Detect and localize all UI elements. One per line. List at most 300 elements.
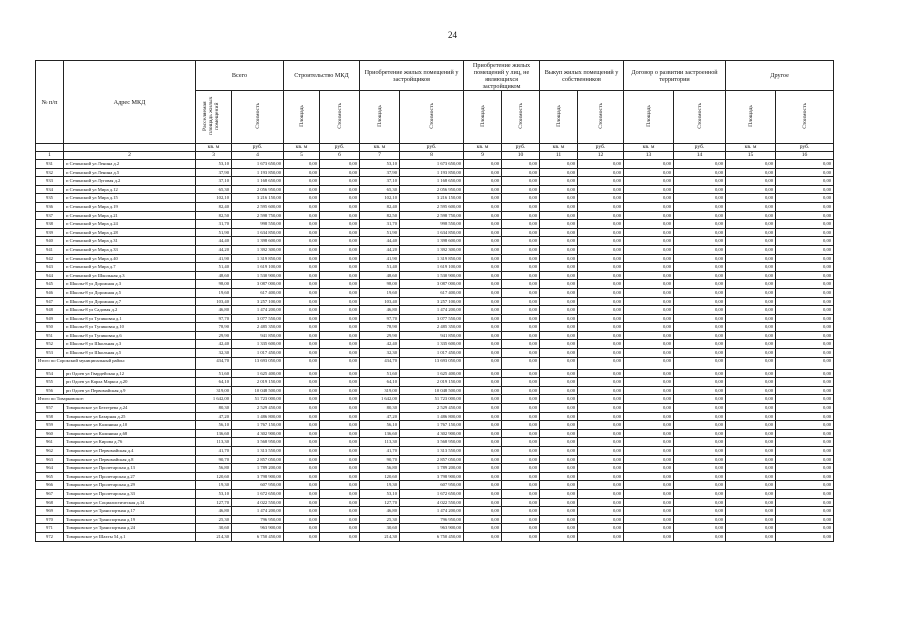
- construction-cost-cell: 0,00: [320, 455, 360, 464]
- developer-cost-cell: 3 257 100,00: [400, 297, 464, 306]
- zero-value-cell: 0,00: [540, 438, 578, 447]
- total-cost-cell: 3 216 150,00: [232, 194, 284, 203]
- construction-cost-cell: 0,00: [320, 507, 360, 516]
- total-cost-cell: 1 392 300,00: [232, 245, 284, 254]
- table-row: [36, 237, 834, 246]
- developer-area-cell: 30,60: [360, 524, 400, 533]
- total-area-cell: 1 642,00: [196, 395, 232, 404]
- construction-area-cell: 0,00: [284, 386, 320, 395]
- developer-cost-cell: 1 398 600,00: [400, 237, 464, 246]
- zero-value-cell: 0,00: [624, 228, 674, 237]
- zero-value-cell: 0,00: [624, 404, 674, 413]
- zero-value-cell: 0,00: [776, 220, 834, 229]
- address-cell: п Сечинский ул Мира д.21: [64, 211, 196, 220]
- zero-value-cell: 0,00: [464, 288, 502, 297]
- column-index: 16: [776, 152, 834, 160]
- total-cost-cell: 3 798 900,00: [232, 472, 284, 481]
- zero-value-cell: 0,00: [464, 412, 502, 421]
- table-row: [36, 524, 834, 533]
- zero-value-cell: 0,00: [674, 349, 726, 358]
- construction-cost-cell: 0,00: [320, 202, 360, 211]
- zero-value-cell: 0,00: [502, 211, 540, 220]
- construction-area-cell: 0,00: [284, 314, 320, 323]
- row-number: 945: [36, 280, 64, 289]
- total-cost-cell: 2 056 950,00: [232, 185, 284, 194]
- zero-value-cell: 0,00: [578, 263, 624, 272]
- address-cell: п Школы-8 ул Школьная д.5: [64, 349, 196, 358]
- zero-value-cell: 0,00: [674, 532, 726, 541]
- table-row: [36, 211, 834, 220]
- developer-area-cell: 65,30: [360, 185, 400, 194]
- subheader-label: Стоимость: [517, 103, 524, 129]
- zero-value-cell: 0,00: [502, 412, 540, 421]
- unit-label: руб.: [232, 144, 284, 152]
- construction-area-cell: 0,00: [284, 395, 320, 404]
- developer-area-cell: 113,30: [360, 438, 400, 447]
- zero-value-cell: 0,00: [624, 489, 674, 498]
- address-cell: Товарковское ул Пролетарская д.27: [64, 472, 196, 481]
- zero-value-cell: 0,00: [502, 481, 540, 490]
- construction-area-cell: 0,00: [284, 297, 320, 306]
- header-address: Адрес МКД: [64, 61, 196, 144]
- zero-value-cell: 0,00: [776, 323, 834, 332]
- subheader-label: Стоимость: [801, 103, 808, 129]
- zero-value-cell: 0,00: [502, 515, 540, 524]
- developer-area-cell: 82,50: [360, 211, 400, 220]
- zero-value-cell: 0,00: [464, 297, 502, 306]
- total-cost-cell: 13 693 050,00: [232, 357, 284, 369]
- total-area-cell: 78,90: [196, 323, 232, 332]
- zero-value-cell: 0,00: [726, 288, 776, 297]
- zero-value-cell: 0,00: [464, 237, 502, 246]
- zero-value-cell: 0,00: [624, 185, 674, 194]
- table-row: [36, 515, 834, 524]
- zero-value-cell: 0,00: [578, 489, 624, 498]
- zero-value-cell: 0,00: [464, 395, 502, 404]
- total-cost-cell: 796 950,00: [232, 515, 284, 524]
- developer-area-cell: 37,10: [360, 177, 400, 186]
- zero-value-cell: 0,00: [624, 160, 674, 169]
- row-number: 969: [36, 507, 64, 516]
- row-number: 951: [36, 331, 64, 340]
- developer-cost-cell: 1 392 300,00: [400, 245, 464, 254]
- total-cost-cell: 10 048 500,00: [232, 386, 284, 395]
- column-index: 4: [232, 152, 284, 160]
- unit-label: руб.: [502, 144, 540, 152]
- zero-value-cell: 0,00: [578, 429, 624, 438]
- zero-value-cell: 0,00: [578, 404, 624, 413]
- zero-value-cell: 0,00: [578, 532, 624, 541]
- developer-cost-cell: 2 529 450,00: [400, 404, 464, 413]
- zero-value-cell: 0,00: [624, 340, 674, 349]
- zero-value-cell: 0,00: [624, 297, 674, 306]
- zero-value-cell: 0,00: [540, 340, 578, 349]
- construction-cost-cell: 0,00: [320, 237, 360, 246]
- total-area-cell: 47,20: [196, 412, 232, 421]
- row-number: 971: [36, 524, 64, 533]
- total-area-cell: 19,30: [196, 481, 232, 490]
- developer-area-cell: 19,60: [360, 288, 400, 297]
- zero-value-cell: 0,00: [776, 331, 834, 340]
- construction-area-cell: 0,00: [284, 369, 320, 378]
- address-cell: п Сечинский ул Мира д.15: [64, 194, 196, 203]
- address-cell: п Сечинский ул Луговая д.2: [64, 177, 196, 186]
- row-number: 941: [36, 245, 64, 254]
- page-number: 24: [448, 30, 457, 40]
- zero-value-cell: 0,00: [726, 185, 776, 194]
- zero-value-cell: 0,00: [776, 202, 834, 211]
- zero-value-cell: 0,00: [464, 314, 502, 323]
- row-number: 972: [36, 532, 64, 541]
- developer-area-cell: 78,90: [360, 323, 400, 332]
- zero-value-cell: 0,00: [502, 369, 540, 378]
- construction-cost-cell: 0,00: [320, 271, 360, 280]
- construction-area-cell: 0,00: [284, 412, 320, 421]
- address-cell: п Школы-8 ул Тупиковая д.1: [64, 314, 196, 323]
- construction-cost-cell: 0,00: [320, 168, 360, 177]
- zero-value-cell: 0,00: [726, 524, 776, 533]
- developer-cost-cell: 3 216 150,00: [400, 194, 464, 203]
- zero-value-cell: 0,00: [540, 386, 578, 395]
- zero-value-cell: 0,00: [674, 489, 726, 498]
- total-area-cell: 80,30: [196, 404, 232, 413]
- zero-value-cell: 0,00: [578, 349, 624, 358]
- zero-value-cell: 0,00: [540, 306, 578, 315]
- developer-area-cell: 64,10: [360, 378, 400, 387]
- table-row: [36, 168, 834, 177]
- table-row: [36, 349, 834, 358]
- zero-value-cell: 0,00: [624, 472, 674, 481]
- zero-value-cell: 0,00: [776, 507, 834, 516]
- zero-value-cell: 0,00: [776, 421, 834, 430]
- row-number: 964: [36, 464, 64, 473]
- zero-value-cell: 0,00: [540, 481, 578, 490]
- construction-area-cell: 0,00: [284, 177, 320, 186]
- zero-value-cell: 0,00: [578, 438, 624, 447]
- developer-cost-cell: 2 857 050,00: [400, 455, 464, 464]
- construction-area-cell: 0,00: [284, 532, 320, 541]
- zero-value-cell: 0,00: [726, 314, 776, 323]
- total-cost-cell: 1 193 850,00: [232, 168, 284, 177]
- construction-cost-cell: 0,00: [320, 245, 360, 254]
- zero-value-cell: 0,00: [674, 194, 726, 203]
- zero-value-cell: 0,00: [540, 395, 578, 404]
- total-cost-cell: 1 313 550,00: [232, 447, 284, 456]
- zero-value-cell: 0,00: [624, 357, 674, 369]
- zero-value-cell: 0,00: [776, 472, 834, 481]
- total-area-cell: 19,60: [196, 288, 232, 297]
- zero-value-cell: 0,00: [578, 228, 624, 237]
- developer-area-cell: 97,70: [360, 314, 400, 323]
- developer-cost-cell: 1 619 100,00: [400, 263, 464, 272]
- developer-cost-cell: 1 767 150,00: [400, 421, 464, 430]
- developer-area-cell: 44,20: [360, 245, 400, 254]
- zero-value-cell: 0,00: [502, 271, 540, 280]
- zero-value-cell: 0,00: [776, 340, 834, 349]
- developer-area-cell: 46,80: [360, 507, 400, 516]
- table-row: [36, 297, 834, 306]
- subheader-cost-8: [502, 91, 540, 144]
- developer-area-cell: 31,70: [360, 220, 400, 229]
- developer-cost-cell: 1 313 550,00: [400, 447, 464, 456]
- row-number: 933: [36, 177, 64, 186]
- zero-value-cell: 0,00: [464, 481, 502, 490]
- total-cost-cell: 1 767 150,00: [232, 421, 284, 430]
- zero-value-cell: 0,00: [726, 507, 776, 516]
- row-number: 946: [36, 288, 64, 297]
- total-cost-cell: 2 485 350,00: [232, 323, 284, 332]
- total-area-cell: 41,90: [196, 254, 232, 263]
- zero-value-cell: 0,00: [464, 177, 502, 186]
- developer-cost-cell: 1 168 650,00: [400, 177, 464, 186]
- address-cell: п Школы-8 ул Дорожная д.7: [64, 297, 196, 306]
- subheader-label: Стоимость: [696, 103, 703, 129]
- column-index: 7: [360, 152, 400, 160]
- total-area-cell: 46,80: [196, 507, 232, 516]
- construction-cost-cell: 0,00: [320, 297, 360, 306]
- total-area-cell: 51,60: [196, 369, 232, 378]
- zero-value-cell: 0,00: [578, 177, 624, 186]
- zero-value-cell: 0,00: [464, 438, 502, 447]
- total-cost-cell: 4 022 550,00: [232, 498, 284, 507]
- construction-area-cell: 0,00: [284, 306, 320, 315]
- total-cost-cell: 1 335 600,00: [232, 340, 284, 349]
- zero-value-cell: 0,00: [540, 314, 578, 323]
- zero-value-cell: 0,00: [624, 395, 674, 404]
- address-cell: Товарковское ул Калинина д.68: [64, 429, 196, 438]
- zero-value-cell: 0,00: [464, 202, 502, 211]
- total-area-cell: 31,70: [196, 220, 232, 229]
- zero-value-cell: 0,00: [776, 306, 834, 315]
- total-cost-cell: 1 017 450,00: [232, 349, 284, 358]
- zero-value-cell: 0,00: [726, 245, 776, 254]
- zero-value-cell: 0,00: [502, 263, 540, 272]
- unit-label: руб.: [578, 144, 624, 152]
- zero-value-cell: 0,00: [578, 421, 624, 430]
- zero-value-cell: 0,00: [624, 202, 674, 211]
- zero-value-cell: 0,00: [502, 447, 540, 456]
- developer-cost-cell: 10 048 500,00: [400, 386, 464, 395]
- zero-value-cell: 0,00: [674, 185, 726, 194]
- total-area-cell: 56,10: [196, 421, 232, 430]
- construction-area-cell: 0,00: [284, 481, 320, 490]
- zero-value-cell: 0,00: [578, 211, 624, 220]
- zero-value-cell: 0,00: [624, 314, 674, 323]
- construction-area-cell: 0,00: [284, 429, 320, 438]
- total-area-cell: 53,10: [196, 489, 232, 498]
- developer-area-cell: 48,60: [360, 271, 400, 280]
- subheader-cost-10: [578, 91, 624, 144]
- zero-value-cell: 0,00: [540, 202, 578, 211]
- zero-value-cell: 0,00: [502, 472, 540, 481]
- construction-cost-cell: 0,00: [320, 228, 360, 237]
- row-number: 953: [36, 349, 64, 358]
- zero-value-cell: 0,00: [502, 237, 540, 246]
- table-row: [36, 245, 834, 254]
- subheader-area-5: [360, 91, 400, 144]
- zero-value-cell: 0,00: [540, 489, 578, 498]
- zero-value-cell: 0,00: [776, 532, 834, 541]
- zero-value-cell: 0,00: [776, 245, 834, 254]
- total-cost-cell: 1 789 200,00: [232, 464, 284, 473]
- zero-value-cell: 0,00: [540, 254, 578, 263]
- address-cell: п Школы-8 ул Садовая д.2: [64, 306, 196, 315]
- zero-value-cell: 0,00: [674, 340, 726, 349]
- construction-area-cell: 0,00: [284, 271, 320, 280]
- zero-value-cell: 0,00: [726, 438, 776, 447]
- zero-value-cell: 0,00: [776, 515, 834, 524]
- zero-value-cell: 0,00: [578, 271, 624, 280]
- zero-value-cell: 0,00: [726, 404, 776, 413]
- table-row: [36, 185, 834, 194]
- zero-value-cell: 0,00: [624, 211, 674, 220]
- zero-value-cell: 0,00: [776, 357, 834, 369]
- zero-value-cell: 0,00: [776, 185, 834, 194]
- zero-value-cell: 0,00: [464, 472, 502, 481]
- table-row: [36, 220, 834, 229]
- row-number: 955: [36, 378, 64, 387]
- total-area-cell: 90,70: [196, 455, 232, 464]
- row-number: 970: [36, 515, 64, 524]
- subheader-label: Площадь: [479, 105, 486, 127]
- zero-value-cell: 0,00: [464, 369, 502, 378]
- zero-value-cell: 0,00: [578, 369, 624, 378]
- zero-value-cell: 0,00: [540, 472, 578, 481]
- construction-cost-cell: 0,00: [320, 314, 360, 323]
- zero-value-cell: 0,00: [540, 263, 578, 272]
- construction-cost-cell: 0,00: [320, 177, 360, 186]
- zero-value-cell: 0,00: [540, 532, 578, 541]
- row-number: 962: [36, 447, 64, 456]
- zero-value-cell: 0,00: [624, 412, 674, 421]
- table-row: [36, 412, 834, 421]
- total-area-cell: 56,80: [196, 464, 232, 473]
- zero-value-cell: 0,00: [578, 498, 624, 507]
- developer-cost-cell: 2 598 750,00: [400, 211, 464, 220]
- zero-value-cell: 0,00: [578, 455, 624, 464]
- zero-value-cell: 0,00: [502, 438, 540, 447]
- table-row: [36, 481, 834, 490]
- zero-value-cell: 0,00: [726, 220, 776, 229]
- zero-value-cell: 0,00: [726, 271, 776, 280]
- construction-area-cell: 0,00: [284, 421, 320, 430]
- zero-value-cell: 0,00: [726, 323, 776, 332]
- total-area-cell: 136,60: [196, 429, 232, 438]
- zero-value-cell: 0,00: [674, 455, 726, 464]
- zero-value-cell: 0,00: [540, 177, 578, 186]
- construction-cost-cell: 0,00: [320, 331, 360, 340]
- subheader-label: Стоимость: [597, 103, 604, 129]
- zero-value-cell: 0,00: [776, 524, 834, 533]
- table-row: [36, 228, 834, 237]
- zero-value-cell: 0,00: [674, 412, 726, 421]
- zero-value-cell: 0,00: [502, 202, 540, 211]
- total-cost-cell: 1 634 850,00: [232, 228, 284, 237]
- total-area-cell: 103,40: [196, 297, 232, 306]
- developer-area-cell: 102,10: [360, 194, 400, 203]
- zero-value-cell: 0,00: [674, 254, 726, 263]
- construction-area-cell: 0,00: [284, 237, 320, 246]
- zero-value-cell: 0,00: [726, 515, 776, 524]
- zero-value-cell: 0,00: [464, 507, 502, 516]
- address-cell: Товарковское ул Транспортная д.17: [64, 507, 196, 516]
- row-number: 935: [36, 194, 64, 203]
- unit-label: кв. м: [360, 144, 400, 152]
- zero-value-cell: 0,00: [726, 429, 776, 438]
- subheader-label: Стоимость: [254, 103, 261, 129]
- zero-value-cell: 0,00: [578, 245, 624, 254]
- construction-area-cell: 0,00: [284, 323, 320, 332]
- zero-value-cell: 0,00: [776, 211, 834, 220]
- subtotal-row: [36, 395, 834, 404]
- total-cost-cell: 1 168 650,00: [232, 177, 284, 186]
- total-area-cell: 53,10: [196, 160, 232, 169]
- unit-label: кв. м: [284, 144, 320, 152]
- zero-value-cell: 0,00: [578, 472, 624, 481]
- subheader-cost-6: [400, 91, 464, 144]
- developer-cost-cell: 1 335 600,00: [400, 340, 464, 349]
- construction-cost-cell: 0,00: [320, 481, 360, 490]
- construction-cost-cell: 0,00: [320, 395, 360, 404]
- zero-value-cell: 0,00: [464, 489, 502, 498]
- zero-value-cell: 0,00: [674, 220, 726, 229]
- zero-value-cell: 0,00: [776, 263, 834, 272]
- developer-area-cell: 44,40: [360, 237, 400, 246]
- total-area-cell: 42,40: [196, 340, 232, 349]
- zero-value-cell: 0,00: [464, 185, 502, 194]
- zero-value-cell: 0,00: [674, 271, 726, 280]
- zero-value-cell: 0,00: [776, 369, 834, 378]
- zero-value-cell: 0,00: [776, 168, 834, 177]
- zero-value-cell: 0,00: [624, 524, 674, 533]
- total-cost-cell: 1 319 850,00: [232, 254, 284, 263]
- construction-area-cell: 0,00: [284, 245, 320, 254]
- address-cell: п Сечинский ул Мира д.24: [64, 220, 196, 229]
- zero-value-cell: 0,00: [540, 220, 578, 229]
- developer-area-cell: 214,30: [360, 532, 400, 541]
- zero-value-cell: 0,00: [726, 455, 776, 464]
- zero-value-cell: 0,00: [578, 168, 624, 177]
- construction-cost-cell: 0,00: [320, 472, 360, 481]
- header-territory: Договор о развитии застроенной территории: [624, 61, 726, 91]
- zero-value-cell: 0,00: [464, 378, 502, 387]
- zero-value-cell: 0,00: [502, 357, 540, 369]
- zero-value-cell: 0,00: [464, 340, 502, 349]
- zero-value-cell: 0,00: [540, 245, 578, 254]
- zero-value-cell: 0,00: [776, 429, 834, 438]
- developer-area-cell: 47,20: [360, 412, 400, 421]
- address-cell: Товарковское ул Транспортная д.19: [64, 515, 196, 524]
- zero-value-cell: 0,00: [776, 386, 834, 395]
- construction-area-cell: 0,00: [284, 524, 320, 533]
- table-row: [36, 386, 834, 395]
- total-area-cell: 214,30: [196, 532, 232, 541]
- construction-area-cell: 0,00: [284, 280, 320, 289]
- address-cell: Товарковское ул Бехтерева д.24: [64, 404, 196, 413]
- developer-area-cell: 53,10: [360, 160, 400, 169]
- row-number: 965: [36, 472, 64, 481]
- zero-value-cell: 0,00: [674, 386, 726, 395]
- construction-cost-cell: 0,00: [320, 263, 360, 272]
- zero-value-cell: 0,00: [540, 412, 578, 421]
- zero-value-cell: 0,00: [502, 429, 540, 438]
- zero-value-cell: 0,00: [464, 220, 502, 229]
- zero-value-cell: 0,00: [776, 447, 834, 456]
- zero-value-cell: 0,00: [502, 386, 540, 395]
- construction-area-cell: 0,00: [284, 228, 320, 237]
- zero-value-cell: 0,00: [726, 532, 776, 541]
- construction-area-cell: 0,00: [284, 349, 320, 358]
